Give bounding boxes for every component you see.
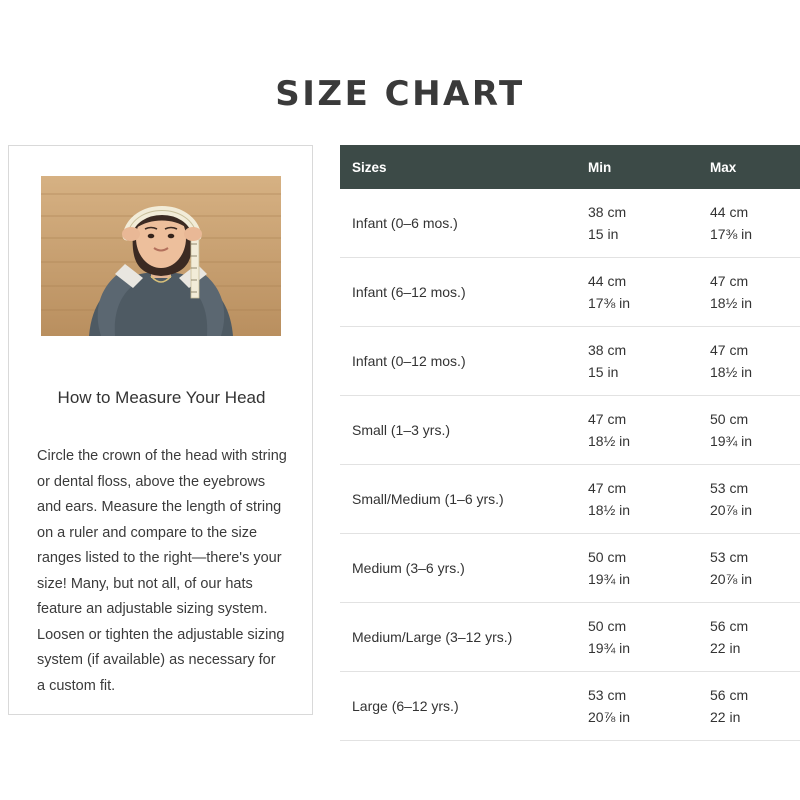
table-header <box>340 145 800 189</box>
table-row <box>340 258 800 327</box>
cell-min-cm: 50 cm <box>588 549 627 565</box>
cell-max-cm: 47 cm <box>710 342 749 358</box>
table-row <box>340 396 800 465</box>
column-header-min: Min <box>576 145 698 189</box>
table-row <box>340 672 800 741</box>
cell-min <box>576 189 698 258</box>
table-row <box>340 327 800 396</box>
cell-min-in: 19¾ in <box>588 640 631 656</box>
cell-min <box>576 327 698 396</box>
cell-max-in: 20⅞ in <box>710 571 753 587</box>
cell-min <box>576 465 698 534</box>
cell-min-in: 15 in <box>588 226 619 242</box>
cell-min-cm: 38 cm <box>588 204 627 220</box>
cell-max-in: 18½ in <box>710 295 753 311</box>
cell-max <box>698 534 800 603</box>
cell-max <box>698 189 800 258</box>
cell-size: Medium/Large (3–12 yrs.) <box>340 603 576 672</box>
column-header-max: Max <box>698 145 800 189</box>
cell-size: Small (1–3 yrs.) <box>340 396 576 465</box>
cell-size: Small/Medium (1–6 yrs.) <box>340 465 576 534</box>
cell-size: Infant (0–6 mos.) <box>340 189 576 258</box>
cell-size: Infant (0–12 mos.) <box>340 327 576 396</box>
cell-max-in: 22 in <box>710 709 741 725</box>
cell-min-in: 18½ in <box>588 433 631 449</box>
table-row <box>340 189 800 258</box>
size-table <box>340 145 800 741</box>
cell-min <box>576 396 698 465</box>
cell-max <box>698 396 800 465</box>
cell-size: Infant (6–12 mos.) <box>340 258 576 327</box>
cell-min-cm: 38 cm <box>588 342 627 358</box>
cell-min-in: 20⅞ in <box>588 709 631 725</box>
cell-max <box>698 672 800 741</box>
cell-min-in: 17⅜ in <box>588 295 631 311</box>
cell-max-cm: 56 cm <box>710 687 749 703</box>
cell-min <box>576 258 698 327</box>
cell-min-cm: 47 cm <box>588 480 627 496</box>
how-to-measure-panel <box>8 145 313 715</box>
cell-max-cm: 50 cm <box>710 411 749 427</box>
cell-size: Medium (3–6 yrs.) <box>340 534 576 603</box>
cell-max-cm: 53 cm <box>710 480 749 496</box>
table-body <box>340 189 800 741</box>
measuring-head-photo <box>41 176 281 336</box>
table-row <box>340 603 800 672</box>
cell-max-cm: 44 cm <box>710 204 749 220</box>
cell-max-in: 22 in <box>710 640 741 656</box>
table-row <box>340 534 800 603</box>
cell-min <box>576 603 698 672</box>
table-header-row <box>340 145 800 189</box>
cell-min-in: 18½ in <box>588 502 631 518</box>
cell-max-cm: 56 cm <box>710 618 749 634</box>
cell-min <box>576 534 698 603</box>
column-header-sizes: Sizes <box>340 145 576 189</box>
how-to-measure-title: How to Measure Your Head <box>57 388 266 407</box>
table-row <box>340 465 800 534</box>
cell-max <box>698 258 800 327</box>
cell-min-in: 15 in <box>588 364 619 380</box>
cell-max-in: 19¾ in <box>710 433 753 449</box>
cell-min-in: 19¾ in <box>588 571 631 587</box>
size-table-container <box>340 145 792 741</box>
cell-min-cm: 53 cm <box>588 687 627 703</box>
page-title: SIZE CHART <box>275 74 525 114</box>
cell-max-cm: 47 cm <box>710 273 749 289</box>
cell-max-in: 17⅜ in <box>710 226 753 242</box>
cell-max-in: 20⅞ in <box>710 502 753 518</box>
cell-min <box>576 672 698 741</box>
cell-max-in: 18½ in <box>710 364 753 380</box>
cell-size: Large (6–12 yrs.) <box>340 672 576 741</box>
cell-max <box>698 603 800 672</box>
cell-min-cm: 50 cm <box>588 618 627 634</box>
how-to-measure-body: Circle the crown of the head with string or dental floss, above the eyebrows and ears. Measure the length of string on a ruler and compare to the size ranges listed to the right—there's your size! Many, but not all, of our hats feature an adjustable sizing system. Loosen or tighten the adjustable sizing system (if available) as necessary for a custom fit. <box>37 448 287 694</box>
cell-min-cm: 47 cm <box>588 411 627 427</box>
cell-max <box>698 465 800 534</box>
cell-max <box>698 327 800 396</box>
cell-min-cm: 44 cm <box>588 273 627 289</box>
cell-max-cm: 53 cm <box>710 549 749 565</box>
